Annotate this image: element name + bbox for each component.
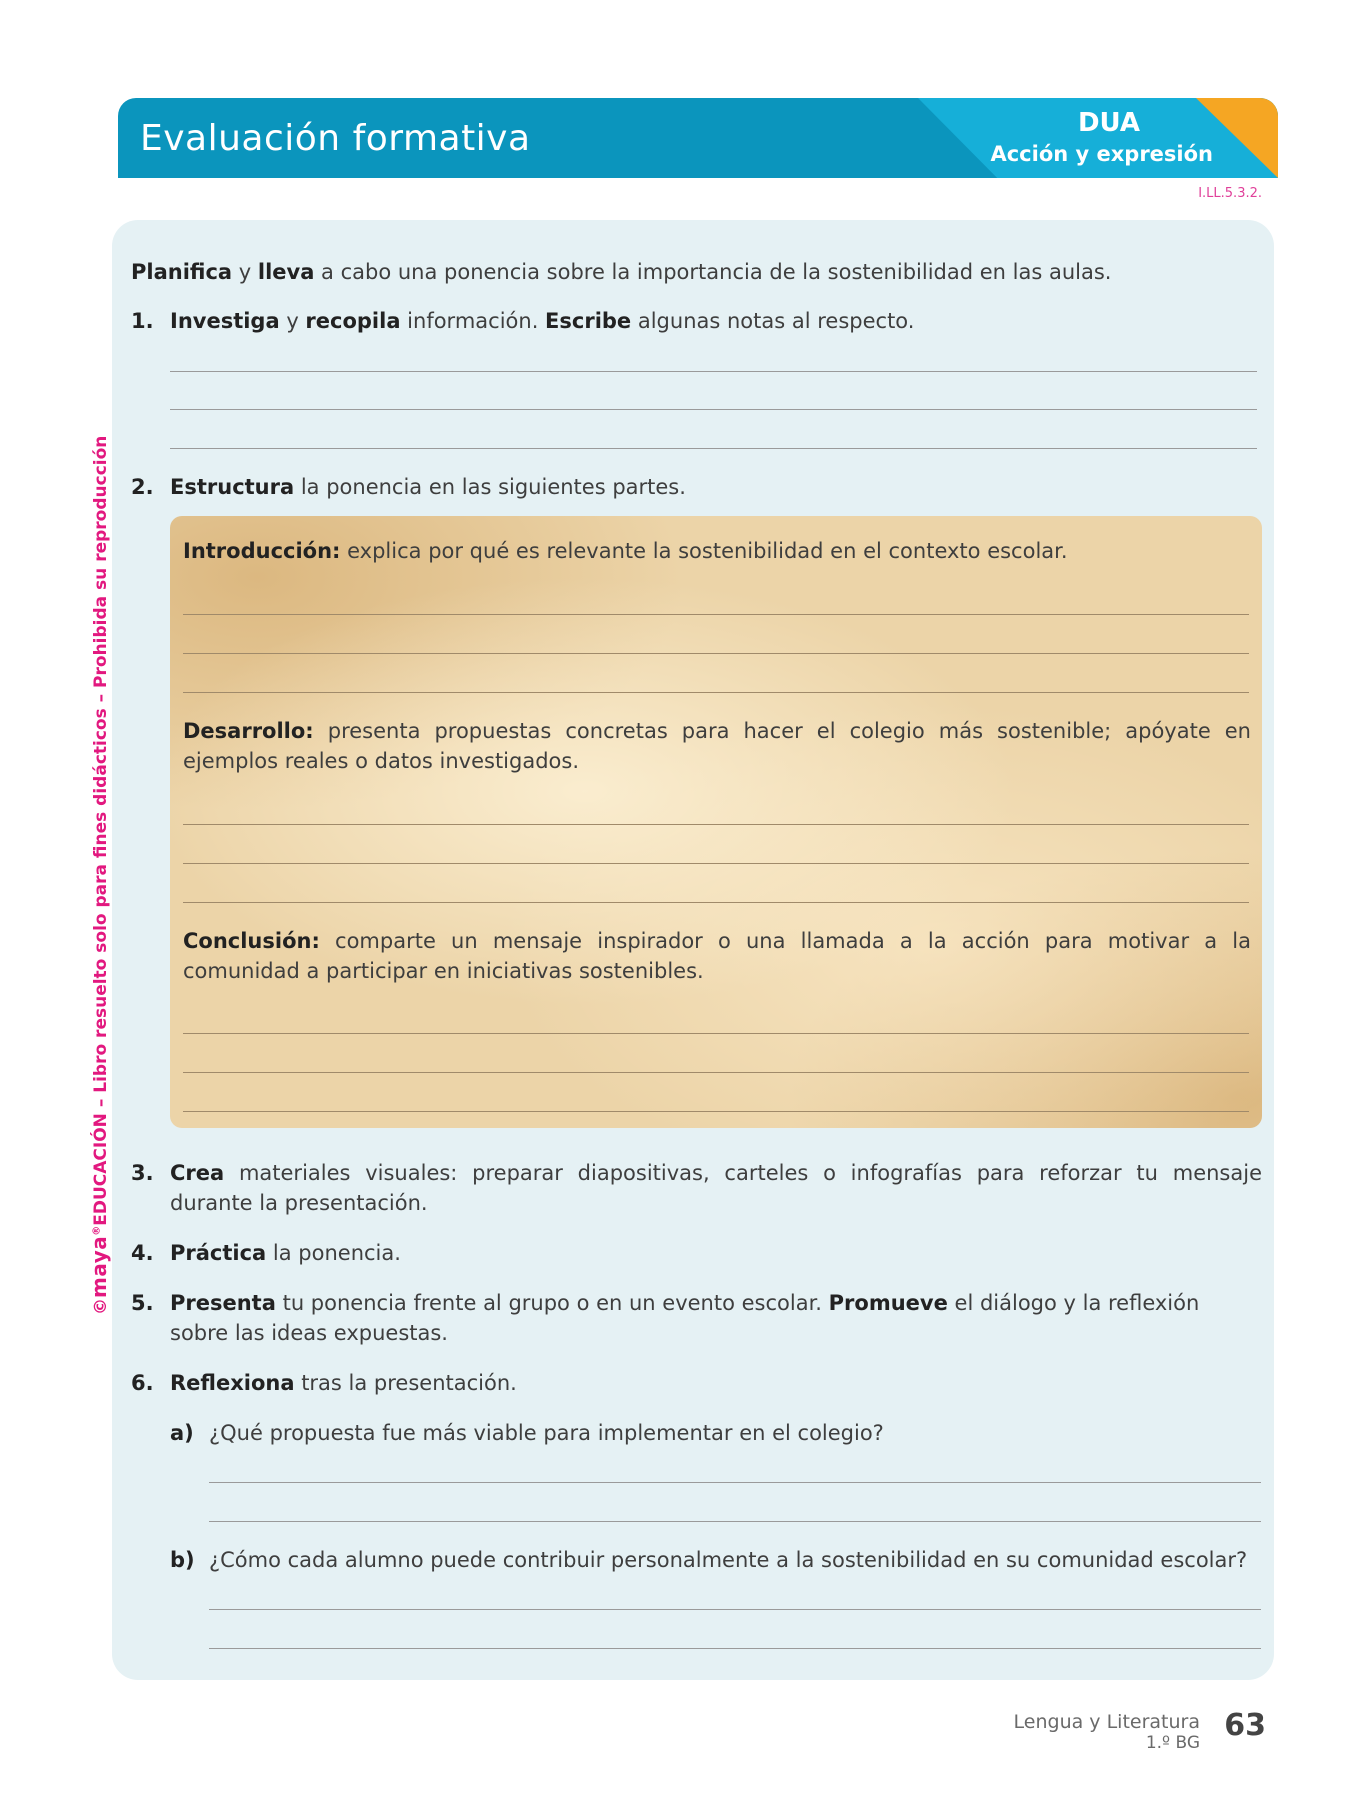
item-text-6: Reflexiona tras la presentación. xyxy=(170,1371,517,1395)
brand-logo-text: maya xyxy=(87,1235,111,1298)
answer-line[interactable] xyxy=(183,1072,1249,1073)
part-introduction: Introducción: explica por qué es relevante la sostenibilidad en el contexto escolar. xyxy=(183,539,1068,563)
speech-structure-box xyxy=(170,516,1262,1128)
subitem-label-a: a) xyxy=(170,1421,194,1445)
item-number-2: 2. xyxy=(131,475,154,499)
item-number-1: 1. xyxy=(131,309,154,333)
copyright-symbol: © xyxy=(91,1298,111,1315)
notice-text: EDUCACIÓN – Libro resuelto solo para fines didácticos – Prohibida su reproducción xyxy=(91,435,111,1226)
dua-title: DUA xyxy=(1077,108,1140,138)
answer-line[interactable] xyxy=(183,824,1249,825)
item-number-5: 5. xyxy=(131,1291,154,1315)
item-text-1: Investiga y recopila información. Escribe algunas notas al respecto. xyxy=(170,309,915,333)
section-title: Evaluación formativa xyxy=(140,118,531,159)
answer-line[interactable] xyxy=(209,1648,1261,1649)
answer-line[interactable] xyxy=(183,653,1249,654)
footer-subject: Lengua y Literatura xyxy=(1013,1711,1200,1733)
intro-instruction: Planifica y lleva a cabo una ponencia sobre la importancia de la sostenibilidad en las aulas. xyxy=(131,260,1112,284)
item-number-3: 3. xyxy=(131,1161,154,1185)
skill-code: I.LL.5.3.2. xyxy=(1198,186,1262,201)
part-conclusion: Conclusión: comparte un mensaje inspirador o una llamada a la acción para motivar a la comunidad a participar en iniciativas sostenibles. xyxy=(183,929,1251,983)
section-header xyxy=(118,98,1278,178)
footer-grade: 1.º BG xyxy=(1145,1733,1200,1753)
item-number-6: 6. xyxy=(131,1371,154,1395)
answer-line[interactable] xyxy=(183,1033,1249,1034)
subitem-question-b: ¿Cómo cada alumno puede contribuir personalmente a la sostenibilidad en su comunidad escolar? xyxy=(209,1548,1248,1572)
item-text-5: Presenta tu ponencia frente al grupo o en un evento escolar. Promueve el diálogo y la reflexión sobre las ideas expuestas. xyxy=(170,1291,1200,1345)
page-number: 63 xyxy=(1224,1708,1266,1743)
copyright-notice xyxy=(87,435,111,1315)
answer-line[interactable] xyxy=(183,902,1249,903)
answer-line[interactable] xyxy=(209,1521,1261,1522)
dua-subtitle: Acción y expresión xyxy=(990,142,1213,166)
answer-line[interactable] xyxy=(209,1482,1261,1483)
item-number-4: 4. xyxy=(131,1241,154,1265)
subitem-label-b: b) xyxy=(170,1548,195,1572)
answer-line[interactable] xyxy=(209,1609,1261,1610)
subitem-question-a: ¿Qué propuesta fue más viable para implementar en el colegio? xyxy=(209,1421,884,1445)
item-text-3: Crea materiales visuales: preparar diapositivas, carteles o infografías para reforzar tu mensaje durante la presentación. xyxy=(170,1161,1262,1215)
answer-line[interactable] xyxy=(170,371,1257,372)
answer-line[interactable] xyxy=(170,448,1257,449)
answer-line[interactable] xyxy=(183,614,1249,615)
answer-line[interactable] xyxy=(183,692,1249,693)
item-text-4: Práctica la ponencia. xyxy=(170,1241,401,1265)
registered-mark: ® xyxy=(91,1225,103,1236)
item-text-2: Estructura la ponencia en las siguientes partes. xyxy=(170,475,686,499)
answer-line[interactable] xyxy=(183,1111,1249,1112)
part-development: Desarrollo: presenta propuestas concretas para hacer el colegio más sostenible; apóyate en ejemplos reales o datos investigados. xyxy=(183,719,1251,773)
answer-line[interactable] xyxy=(183,863,1249,864)
answer-line[interactable] xyxy=(170,409,1257,410)
